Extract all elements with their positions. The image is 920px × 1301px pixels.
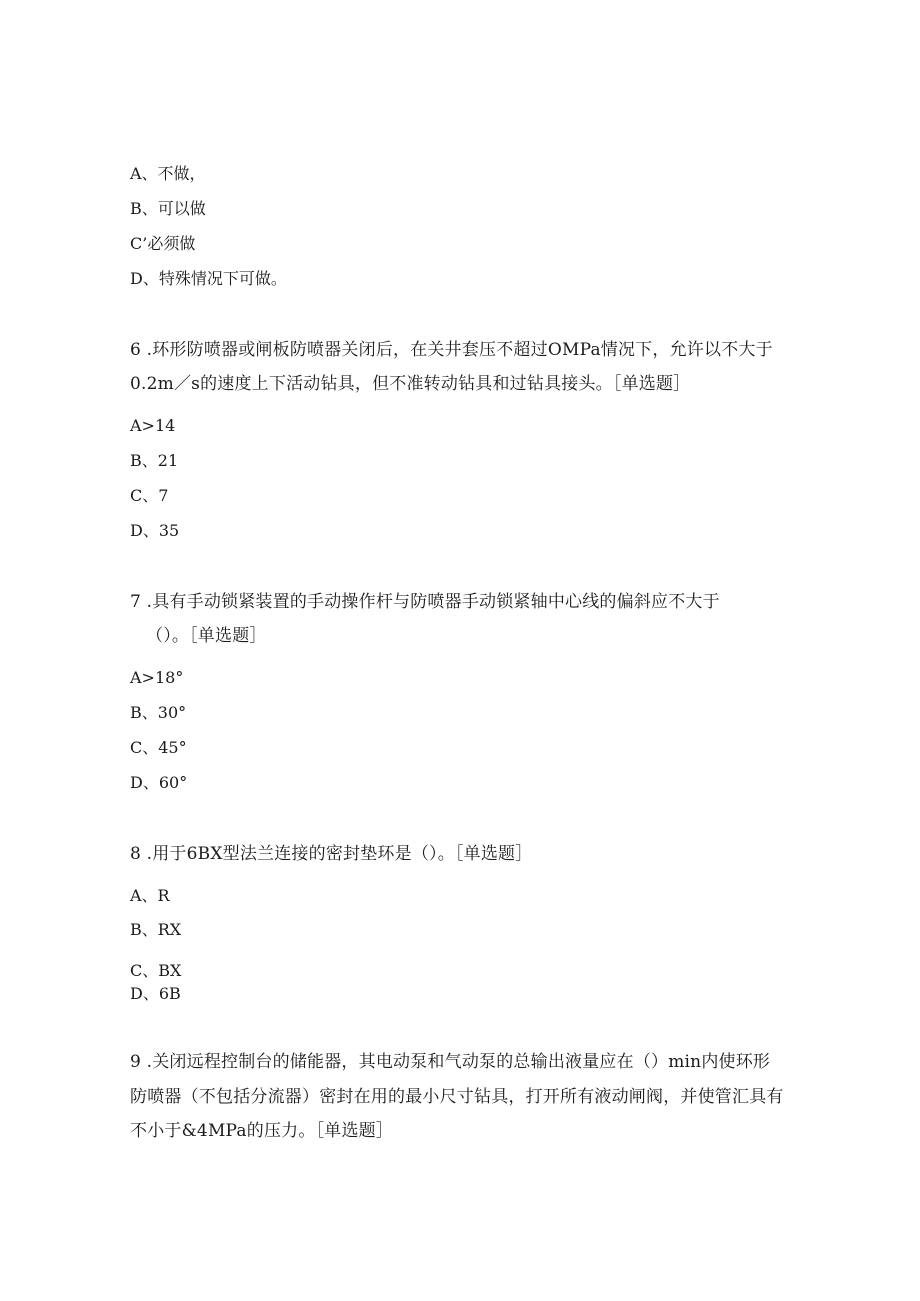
q8-option-c: C、BX <box>130 961 182 980</box>
q8-option-d: D、6B <box>130 984 181 1003</box>
q9-text-line2: 防喷器（不包括分流器）密封在用的最小尺寸钻具，打开所有液动闸阀，并使管汇具有 <box>130 1087 784 1107</box>
q6-option-c: C、7 <box>130 486 169 505</box>
q5-option-a: A、不做， <box>130 164 206 183</box>
q7-option-b: B、30° <box>130 703 187 722</box>
q9-text-line1: 9 .关闭远程控制台的储能器，其电动泵和气动泵的总输出液量应在（）min内使环形 <box>130 1052 771 1072</box>
q7-option-c: C、45° <box>130 738 187 757</box>
q7-option-d: D、60° <box>130 773 188 792</box>
q5-option-c: C’必须做 <box>130 234 196 253</box>
q6-option-b: B、21 <box>130 451 179 470</box>
q6-text-line1: 6 .环形防喷器或闸板防喷器关闭后，在关井套压不超过OMPa情况下，允许以不大于 <box>130 340 773 360</box>
q7-text-line2: （）。［单选题］ <box>146 626 267 646</box>
q6-option-a: A>14 <box>130 416 176 435</box>
q9-text-line3: 不小于&4MPa的压力。［单选题］ <box>130 1121 394 1141</box>
q8-option-b: B、RX <box>130 920 182 939</box>
q6-option-d: D、35 <box>130 521 180 540</box>
q7-text-line1: 7 .具有手动锁紧装置的手动操作杆与防喷器手动锁紧轴中心线的偏斜应不大于 <box>130 592 720 612</box>
q8-option-a: A、R <box>130 886 170 905</box>
q8-text-line1: 8 .用于6BX型法兰连接的密封垫环是（）。［单选题］ <box>130 844 533 864</box>
q5-option-b: B、可以做 <box>130 199 206 218</box>
q5-option-d: D、特殊情况下可做。 <box>130 269 287 288</box>
q7-option-a: A>18° <box>130 668 184 687</box>
q6-text-line2: 0.2m／s的速度上下活动钻具，但不准转动钻具和过钻具接头。［单选题］ <box>130 374 691 394</box>
